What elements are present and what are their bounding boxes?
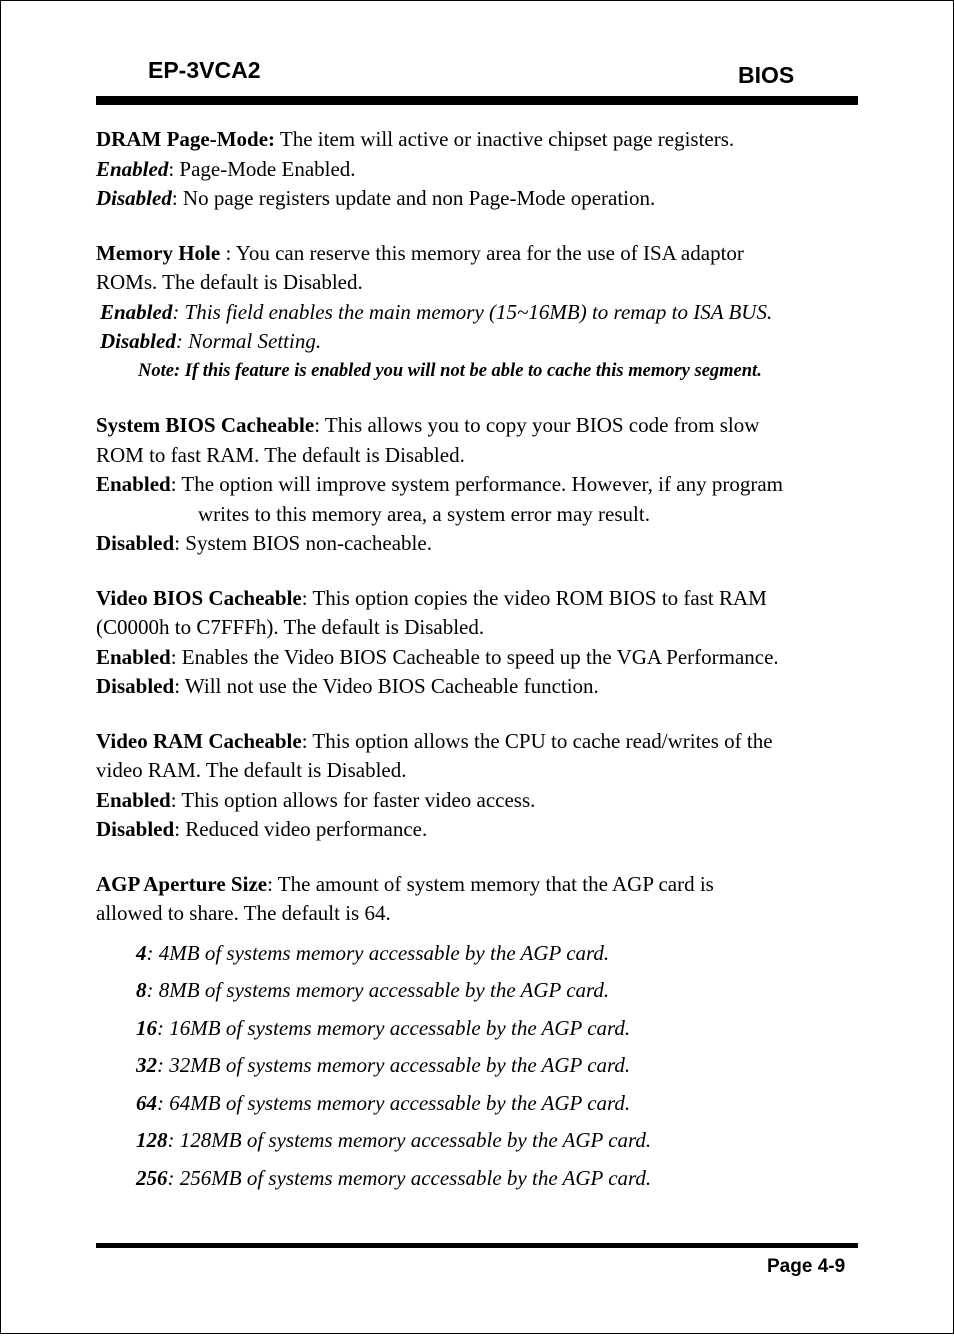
header-section: BIOS [738, 62, 795, 88]
vidbios-disabled-line [96, 672, 866, 702]
agp-option-key: 256 [136, 1165, 168, 1190]
memhole-desc2: ROMs. The default is Disabled. [96, 270, 363, 294]
list-item [96, 935, 866, 973]
dram-enabled-line [96, 155, 866, 185]
list-item [96, 1085, 866, 1123]
sysbios-enabled-key: Enabled [96, 472, 171, 496]
vidbios-disabled-key: Disabled [96, 674, 175, 698]
vidbios-desc2: (C0000h to C7FFFh). The default is Disabled. [96, 615, 485, 639]
vidbios-disabled-text: : Will not use the Video BIOS Cacheable function. [174, 674, 599, 698]
dram-heading-line [96, 125, 866, 155]
list-item [96, 1047, 866, 1085]
page-number: Page 4-9 [767, 1256, 846, 1277]
dram-enabled-text: : Page-Mode Enabled. [168, 156, 356, 181]
vidbios-enabled-text: : Enables the Video BIOS Cacheable to speed up the VGA Performance. [170, 644, 779, 669]
agp-option-text: : 128MB of systems memory accessable by the AGP card. [167, 1128, 652, 1152]
vidbios-desc1: : This option copies the video ROM BIOS to fast RAM [301, 585, 767, 610]
list-item [96, 1122, 866, 1160]
vidram-desc1: : This option allows the CPU to cache read/writes of the [301, 728, 773, 753]
agp-desc2: allowed to share. The default is 64. [96, 901, 391, 925]
sysbios-desc1: : This allows you to copy your BIOS code from slow [314, 413, 760, 437]
agp-option-key: 16 [136, 1015, 157, 1040]
vidram-heading-line [96, 727, 866, 757]
section-system-bios-cacheable [96, 411, 866, 559]
memhole-disabled-line [96, 327, 866, 357]
sysbios-enabled-line [96, 470, 866, 500]
vidram-desc2: video RAM. The default is Disabled. [96, 758, 407, 782]
section-agp-aperture-size [96, 870, 866, 1198]
sysbios-disabled-key: Disabled [96, 531, 175, 555]
sysbios-heading-line [96, 411, 866, 441]
agp-option-text: : 16MB of systems memory accessable by the AGP card. [157, 1015, 631, 1040]
vidbios-enabled-line [96, 643, 866, 673]
agp-options-list [96, 935, 866, 1198]
section-video-bios-cacheable [96, 584, 866, 702]
agp-option-key: 64 [136, 1090, 157, 1115]
vidram-disabled-text: : Reduced video performance. [174, 817, 428, 841]
memhole-enabled-line [96, 298, 866, 328]
vidbios-title: Video BIOS Cacheable [96, 585, 302, 610]
footer-rule [96, 1243, 858, 1248]
memhole-disabled-key: Disabled [100, 329, 176, 353]
dram-desc: The item will active or inactive chipset page registers. [275, 127, 735, 151]
agp-title: AGP Aperture Size [96, 871, 268, 896]
header-model: EP-3VCA2 [148, 57, 261, 83]
memhole-enabled-key: Enabled [100, 299, 173, 324]
memhole-heading-line [96, 239, 866, 269]
memhole-title: Memory Hole [96, 240, 221, 265]
dram-enabled-key: Enabled [96, 156, 169, 181]
vidram-disabled-line [96, 815, 866, 845]
memhole-enabled-text: : This field enables the main memory (15~16MB) to remap to ISA BUS. [172, 299, 773, 324]
header-rule [96, 96, 858, 105]
page-content [96, 125, 866, 1197]
agp-option-text: : 256MB of systems memory accessable by the AGP card. [167, 1165, 652, 1190]
memhole-note [96, 357, 866, 387]
dram-disabled-key: Disabled [96, 186, 172, 210]
agp-option-text: : 32MB of systems memory accessable by the AGP card. [157, 1053, 631, 1077]
agp-desc1: : The amount of system memory that the AGP card is [267, 871, 714, 896]
agp-option-text: : 64MB of systems memory accessable by the AGP card. [157, 1090, 631, 1115]
section-memory-hole [96, 239, 866, 387]
agp-option-key: 128 [136, 1128, 168, 1152]
vidram-enabled-line [96, 786, 866, 816]
sysbios-enabled-text2: writes to this memory area, a system error may result. [198, 501, 650, 526]
section-video-ram-cacheable [96, 727, 866, 845]
agp-option-text: : 4MB of systems memory accessable by the AGP card. [146, 940, 610, 965]
dram-title: DRAM Page-Mode: [96, 127, 276, 151]
agp-option-key: 4 [136, 940, 147, 965]
memhole-note-label: Note: [138, 360, 181, 381]
list-item [96, 1010, 866, 1048]
sysbios-disabled-line [96, 529, 866, 559]
agp-option-key: 32 [136, 1053, 157, 1077]
memhole-note-text: If this feature is enabled you will not be able to cache this memory segment. [180, 360, 762, 381]
vidram-enabled-text: : This option allows for faster video access. [170, 787, 536, 812]
dram-disabled-line [96, 184, 866, 214]
vidram-enabled-key: Enabled [96, 787, 171, 812]
dram-disabled-text: : No page registers update and non Page-Mode operation. [171, 186, 656, 210]
vidbios-heading-line [96, 584, 866, 614]
vidram-disabled-key: Disabled [96, 817, 175, 841]
agp-option-text: : 8MB of systems memory accessable by the AGP card. [146, 978, 610, 1002]
sysbios-enabled-text1: : The option will improve system performance. However, if any program [170, 472, 783, 496]
sysbios-disabled-text: : System BIOS non-cacheable. [174, 531, 432, 555]
sysbios-title: System BIOS Cacheable [96, 413, 315, 437]
agp-heading-line [96, 870, 866, 900]
memhole-desc1: : You can reserve this memory area for the use of ISA adaptor [220, 240, 744, 265]
sysbios-desc2: ROM to fast RAM. The default is Disabled. [96, 442, 465, 467]
vidbios-enabled-key: Enabled [96, 644, 171, 669]
memhole-disabled-text: : Normal Setting. [175, 329, 322, 353]
section-dram-page-mode [96, 125, 866, 214]
vidram-title: Video RAM Cacheable [96, 728, 302, 753]
agp-option-key: 8 [136, 978, 147, 1002]
list-item [96, 1160, 866, 1198]
list-item [96, 972, 866, 1010]
